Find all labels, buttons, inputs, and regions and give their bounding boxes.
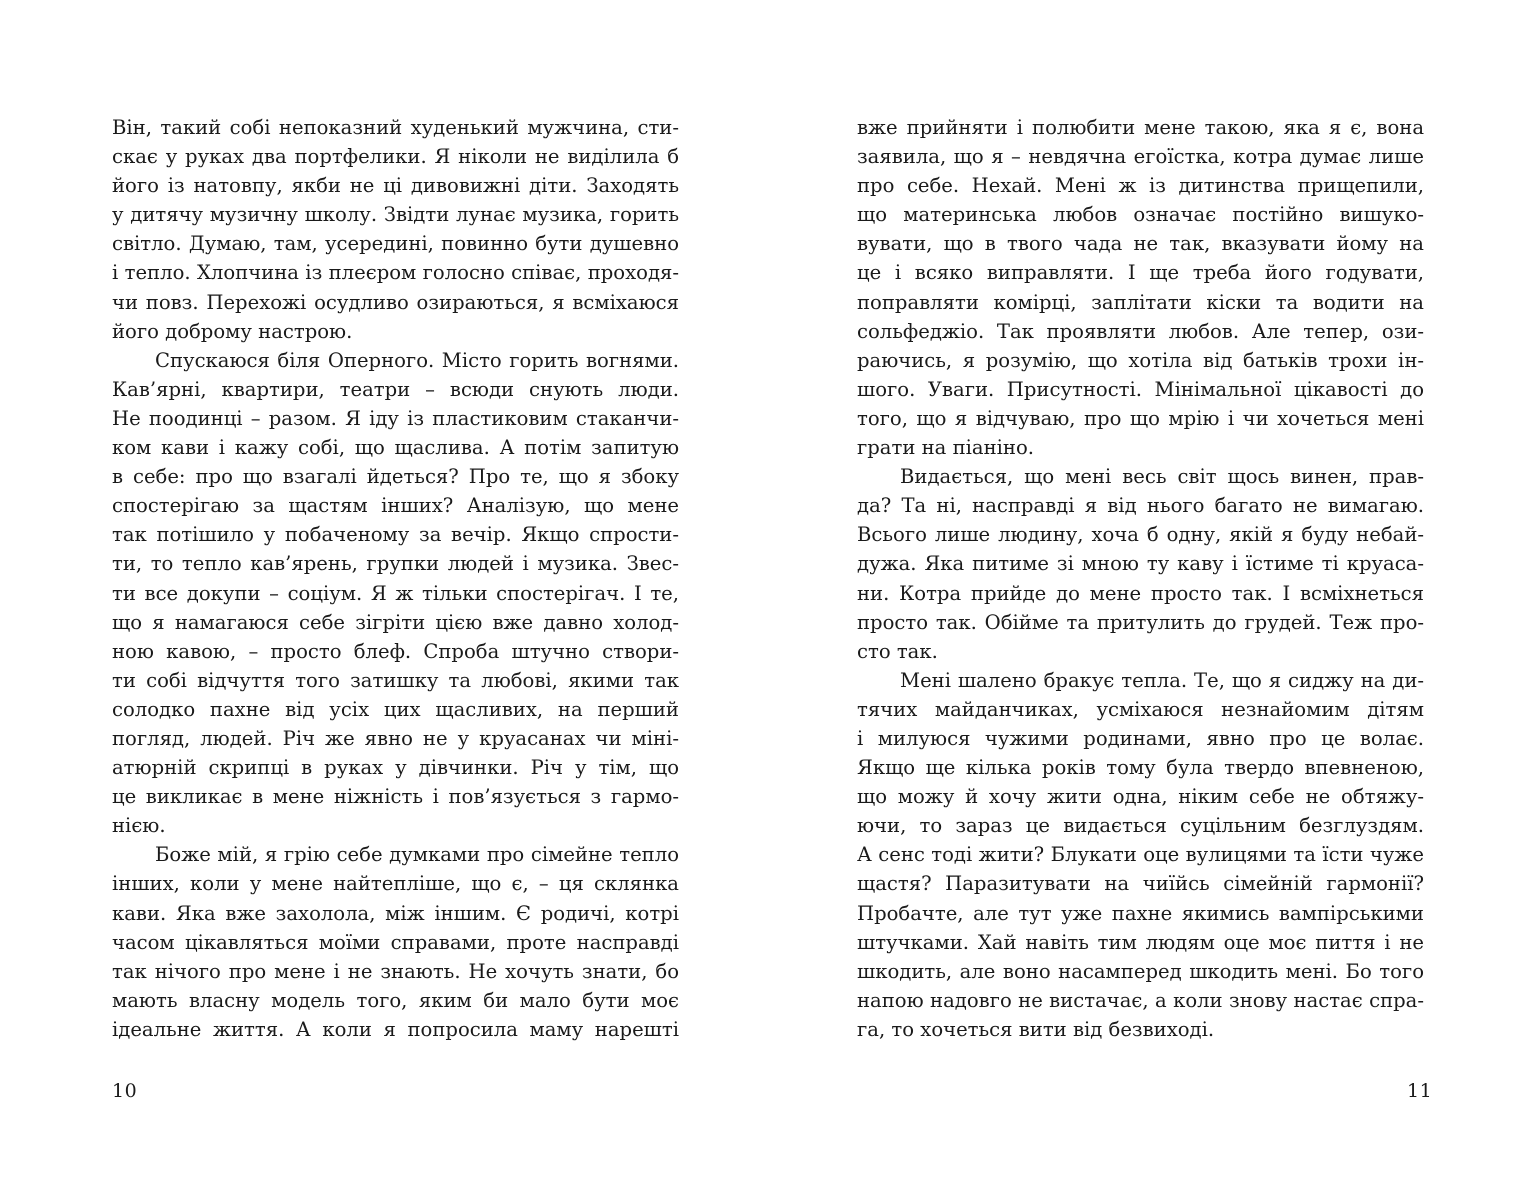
- text-line: А сенс тоді жити? Блукати оце вулицями та їсти чуже: [857, 843, 1424, 867]
- text-line: це і всяко виправляти. І ще треба його годувати,: [857, 261, 1424, 285]
- text-line: ти собі відчуття того затишку та любові, якими так: [112, 668, 679, 692]
- text-line: Пробачте, але тут уже пахне якимись вампірськими: [857, 901, 1424, 925]
- text-line: просто так. Обійме та притулить до грудей. Теж про-: [857, 610, 1424, 634]
- text-line: атюрній скрипці в руках у дівчинки. Річ у тім, що: [112, 756, 679, 780]
- text-line: вувати, що в твого чада не так, вказувати йому на: [857, 232, 1424, 256]
- text-line: ти, то тепло кав’ярень, групки людей і музика. Звес-: [112, 552, 679, 576]
- page-number-left: 10: [112, 1080, 138, 1102]
- text-line: вже прийняти і полюбити мене такою, яка я є, вона: [857, 116, 1424, 139]
- text-line: його із натовпу, якби не ці дивовижні діти. Заходять: [112, 174, 679, 198]
- text-line: спостерігаю за щастям інших? Аналізую, що мене: [112, 494, 679, 518]
- text-line: і милуюся чужими родинами, явно про це волає.: [857, 726, 1424, 750]
- text-line: про себе. Нехай. Мені ж із дитинства прищепили,: [857, 174, 1424, 198]
- text-line: світло. Думаю, там, усередині, повинно бути душевно: [112, 232, 679, 256]
- text-line: шкодить, але воно насамперед шкодить мені. Бо того: [857, 959, 1424, 983]
- text-line: Не поодинці – разом. Я іду із пластиковим стаканчи-: [112, 406, 679, 430]
- text-line: його доброму настрою.: [112, 319, 353, 343]
- text-line: що материнська любов означає постійно вишуко-: [857, 203, 1424, 227]
- text-line: Спускаюся біля Оперного. Місто горить вогнями.: [155, 348, 679, 372]
- text-line: Якщо ще кілька років тому була твердо впевненою,: [857, 756, 1424, 780]
- text-line: ти все докупи – соціум. Я ж тільки спостерігач. І те,: [112, 581, 679, 605]
- text-line: сольфеджіо. Так проявляти любов. Але тепер, ози-: [857, 319, 1424, 343]
- text-line: ни. Котра прийде до мене просто так. І всміхнеться: [857, 581, 1424, 605]
- text-line: дужа. Яка питиме зі мною ту каву і їстиме ті круаса-: [857, 552, 1424, 576]
- text-line: у дитячу музичну школу. Звідти лунає музика, горить: [112, 203, 679, 227]
- text-line: що можу й хочу жити одна, ніким себе не обтяжу-: [857, 785, 1424, 809]
- text-line: нією.: [112, 814, 166, 838]
- text-line: що я намагаюся себе зігріти цією вже давно холод-: [112, 610, 679, 634]
- text-line: кави. Яка вже захолола, між іншим. Є родичі, котрі: [112, 901, 679, 925]
- text-line: часом цікавляться моїми справами, проте насправді: [112, 930, 679, 954]
- text-line: грати на піаніно.: [857, 436, 1035, 460]
- right-page-text: [857, 113, 1424, 1044]
- text-line: ком кави і кажу собі, що щаслива. А потім запитую: [112, 436, 679, 460]
- text-line: поправляти комірці, заплітати кіски та водити на: [857, 290, 1424, 314]
- text-line: так нічого про мене і не знають. Не хочуть знати, бо: [112, 959, 679, 983]
- text-line: так потішило у побаченому за вечір. Якщо спрости-: [112, 523, 679, 547]
- text-line: Він, такий собі непоказний худенький мужчина, сти-: [112, 116, 679, 139]
- page-number-right: 11: [1407, 1080, 1433, 1102]
- text-line: заявила, що я – невдячна егоїстка, котра думає лише: [857, 145, 1424, 169]
- text-line: мають власну модель того, яким би мало бути моє: [112, 988, 679, 1012]
- text-line: напою надовго не вистачає, а коли знову настає спра-: [857, 988, 1424, 1012]
- text-line: Всього лише людину, хоча б одну, якій я буду небай-: [857, 523, 1424, 547]
- text-line: Мені шалено бракує тепла. Те, що я сиджу на ди-: [900, 668, 1424, 692]
- text-line: ючи, то зараз це видається суцільним безглуздям.: [857, 814, 1424, 838]
- text-line: в себе: про що взагалі йдеться? Про те, що я збоку: [112, 465, 679, 489]
- text-line: ною кавою, – просто блеф. Спроба штучно створи-: [112, 639, 679, 663]
- text-line: це викликає в мене ніжність і пов’язується з гармо-: [112, 785, 679, 809]
- text-line: щастя? Паразитувати на чиїйсь сімейній гармонії?: [857, 872, 1424, 896]
- text-line: тячих майданчиках, усміхаюся незнайомим дітям: [857, 697, 1424, 721]
- text-line: шого. Уваги. Присутності. Мінімальної цікавості до: [857, 377, 1424, 401]
- text-line: чи повз. Перехожі осудливо озираються, я всміхаюся: [112, 290, 679, 314]
- text-line: Кав’ярні, квартири, театри – всюди снують люди.: [112, 377, 679, 401]
- text-line: да? Та ні, насправді я від нього багато не вимагаю.: [857, 494, 1424, 518]
- text-line: раючись, я розумію, що хотіла від батьків трохи ін-: [857, 348, 1424, 372]
- text-line: погляд, людей. Річ же явно не у круасанах чи міні-: [112, 726, 679, 750]
- text-line: сто так.: [857, 639, 938, 663]
- text-line: того, що я відчуваю, про що мрію і чи хочеться мені: [857, 406, 1424, 430]
- text-line: га, то хочеться вити від безвиході.: [857, 1017, 1215, 1041]
- left-page-text: [112, 113, 679, 1044]
- text-line: інших, коли у мене найтепліше, що є, – ця склянка: [112, 872, 679, 896]
- text-line: солодко пахне від усіх цих щасливих, на перший: [112, 697, 679, 721]
- text-line: Видається, що мені весь світ щось винен, прав-: [900, 465, 1424, 489]
- text-line: і тепло. Хлопчина із плеєром голосно співає, проходя-: [112, 261, 679, 285]
- text-line: скає у руках два портфелики. Я ніколи не виділила б: [112, 145, 679, 169]
- text-line: штучками. Хай навіть тим людям оце моє пиття і не: [857, 930, 1424, 954]
- text-line: Боже мій, я грію себе думками про сімейне тепло: [155, 843, 679, 867]
- text-line: ідеальне життя. А коли я попросила маму нарешті: [112, 1017, 679, 1041]
